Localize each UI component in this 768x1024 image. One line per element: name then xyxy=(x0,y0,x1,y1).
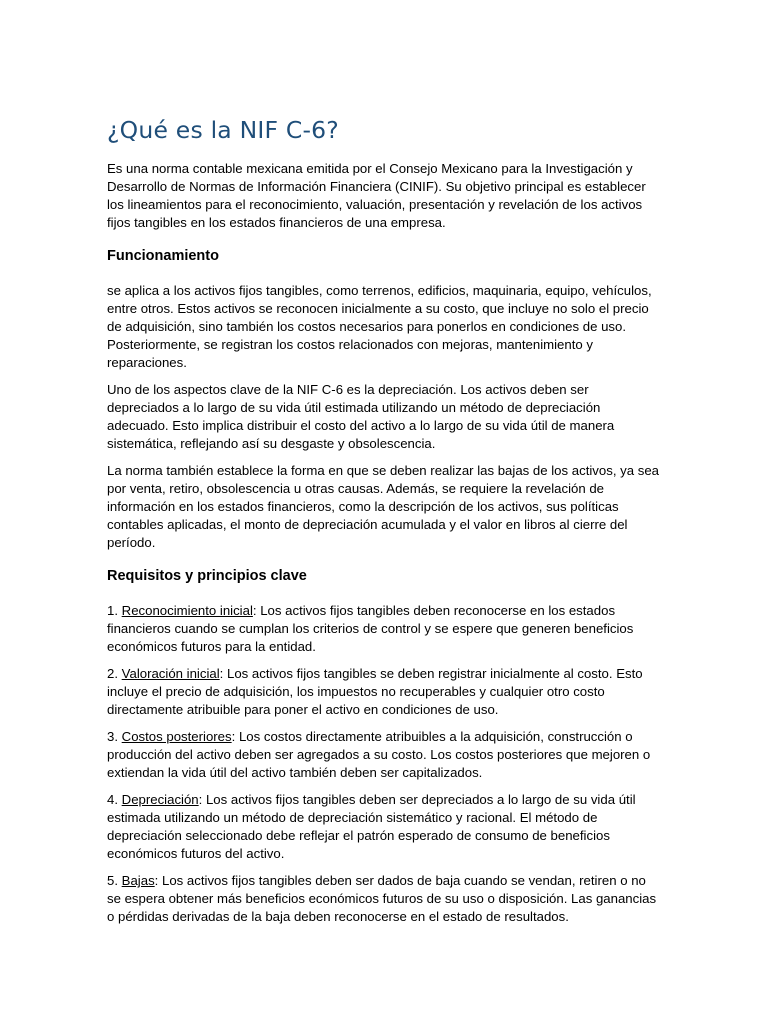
funcionamiento-paragraph-2: Uno de los aspectos clave de la NIF C-6 es la depreciación. Los activos deben ser depreciados a lo largo de su vida útil estimada utilizando un método de depreciación adecuado. Esto implica distribuir el costo del activo a lo largo de su vida útil de manera sistemática, reflejando así su desgaste y obsolescencia. xyxy=(107,382,615,451)
requirement-term: Bajas xyxy=(121,873,155,888)
requirement-item xyxy=(107,791,663,863)
section-heading-funcionamiento: Funcionamiento xyxy=(107,248,219,264)
requirement-text: : Los activos fijos tangibles se deben registrar inicialmente al costo. Esto incluye el precio de adquisición, los impuestos no recuperables y cualquier otro costo directamente atribuible para poner el activo en condiciones de uso. xyxy=(107,666,643,717)
requirement-item xyxy=(107,602,663,656)
requirement-item xyxy=(107,872,663,926)
requirement-number: 3. xyxy=(107,729,122,744)
requirement-term: Costos posteriores xyxy=(121,729,232,744)
requirement-text: : Los activos fijos tangibles deben ser depreciados a lo largo de su vida útil estimada utilizando un método de depreciación sistemático y racional. El método de depreciación seleccionado debe reflejar el patrón esperado de consumo de beneficios económicos futuros del activo. xyxy=(107,792,636,861)
requirement-term: Depreciación xyxy=(121,792,199,807)
document-page xyxy=(107,112,663,935)
requirement-text: : Los activos fijos tangibles deben reconocerse en los estados financieros cuando se cumplan los criterios de control y se espere que generen beneficios económicos futuros para la entidad. xyxy=(107,603,634,654)
requirement-term: Reconocimiento inicial xyxy=(121,603,253,618)
requirement-term: Valoración inicial xyxy=(121,666,220,681)
intro-paragraph: Es una norma contable mexicana emitida por el Consejo Mexicano para la Investigación y Desarrollo de Normas de Información Financiera (CINIF). Su objetivo principal es establecer los lineamientos para el reconocimiento, valuación, presentación y revelación de los activos fijos tangibles en los estados financieros de una empresa. xyxy=(107,161,646,230)
requirements-list xyxy=(107,602,663,926)
requirement-number: 2. xyxy=(107,666,122,681)
funcionamiento-paragraph-3: La norma también establece la forma en que se deben realizar las bajas de los activos, ya sea por venta, retiro, obsolescencia u otras causas. Además, se requiere la revelación de información en los estados financieros, como la descripción de los activos, sus políticas contables aplicadas, el monto de depreciación acumulada y el valor en libros al cierre del período. xyxy=(107,463,659,550)
requirement-number: 4. xyxy=(107,792,122,807)
requirement-text: : Los costos directamente atribuibles a la adquisición, construcción o producción del activo deben ser agregados a su costo. Los costos posteriores que mejoren o extiendan la vida útil del activo también deben ser capitalizados. xyxy=(107,729,651,780)
page-title: ¿Qué es la NIF C-6? xyxy=(107,116,339,144)
section-heading-requisitos: Requisitos y principios clave xyxy=(107,568,307,584)
requirement-item xyxy=(107,665,663,719)
funcionamiento-paragraph-1: se aplica a los activos fijos tangibles, como terrenos, edificios, maquinaria, equipo, vehículos, entre otros. Estos activos se reconocen inicialmente a su costo, que incluye no solo el precio de adquisición, sino también los costos necesarios para ponerlos en condiciones de uso. Posteriormente, se registran los costos relacionados con mejoras, mantenimiento y reparaciones. xyxy=(107,283,652,370)
requirement-number: 5. xyxy=(107,873,122,888)
requirement-item xyxy=(107,728,663,782)
requirement-number: 1. xyxy=(107,603,122,618)
requirement-text: : Los activos fijos tangibles deben ser dados de baja cuando se vendan, retiren o no se espera obtener más beneficios económicos futuros de su uso o disposición. Las ganancias o pérdidas derivadas de la baja deben reconocerse en el estado de resultados. xyxy=(107,873,657,924)
